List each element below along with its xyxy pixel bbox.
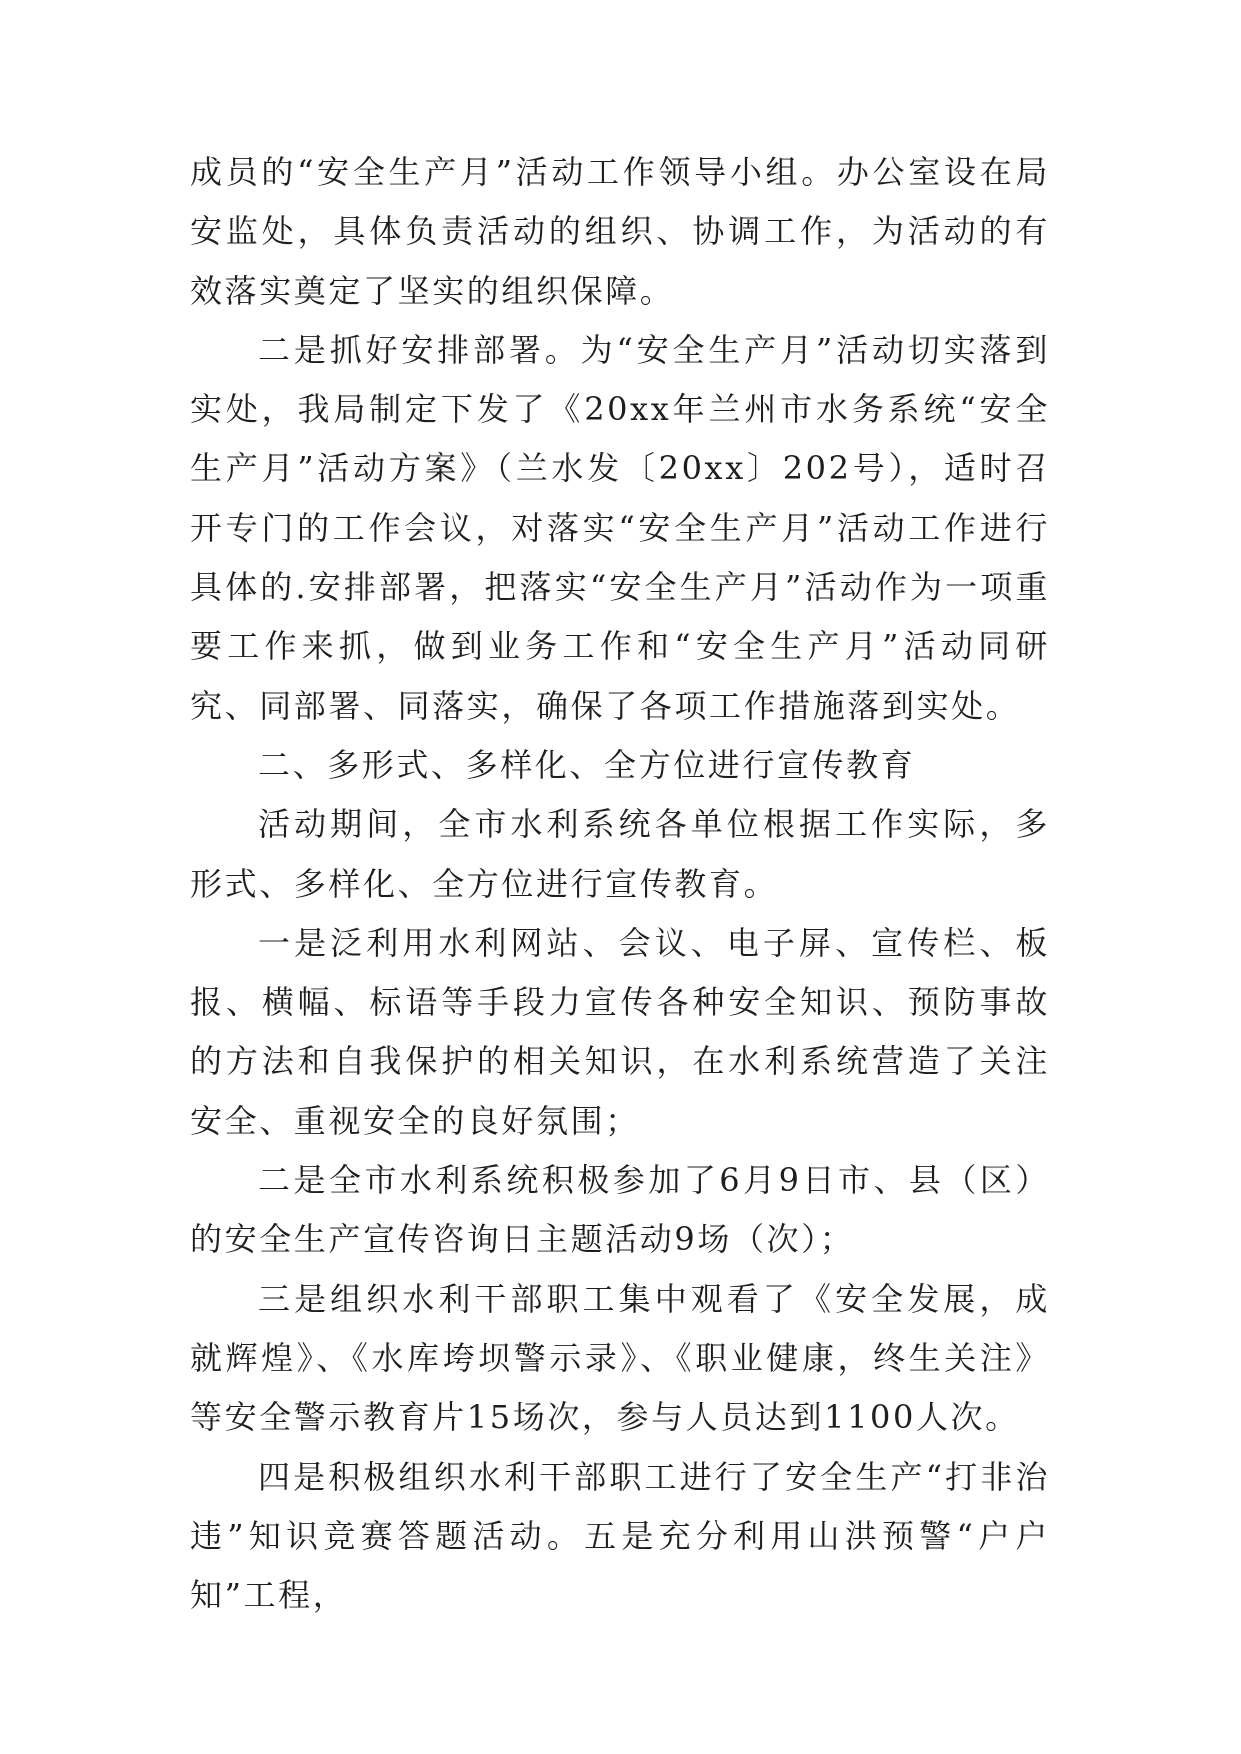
paragraph-4: 活动期间，全市水利系统各单位根据工作实际，多形式、多样化、全方位进行宣传教育。 [190, 805, 1050, 903]
document-body [190, 143, 1050, 1625]
paragraph-6: 二是全市水利系统积极参加了6月9日市、县（区）的安全生产宣传咨询日主题活动9场（次）； [190, 1161, 1050, 1259]
paragraph-2: 二是抓好安排部署。为“安全生产月”活动切实落到实处，我局制定下发了《20xx年兰州市水务系统“安全生产月”活动方案》（兰水发〔20xx〕202号），适时召开专门的工作会议，对落实“安全生产月”活动工作进行具体的.安排部署，把落实“安全生产月”活动作为一项重要工作来抓，做到业务工作和“安全生产月”活动同研究、同部署、同落实，确保了各项工作措施落到实处。 [190, 330, 1050, 725]
paragraph-7: 三是组织水利干部职工集中观看了《安全发展，成就辉煌》、《水库垮坝警示录》、《职业健康，终生关注》等安全警示教育片15场次，参与人员达到1100人次。 [190, 1279, 1050, 1437]
paragraph-5: 一是泛利用水利网站、会议、电子屏、宣传栏、板报、横幅、标语等手段力宣传各种安全知识、预防事故的方法和自我保护的相关知识，在水利系统营造了关注安全、重视安全的良好氛围； [190, 923, 1050, 1140]
paragraph-8: 四是积极组织水利干部职工进行了安全生产“打非治违”知识竞赛答题活动。五是充分利用山洪预警“户户知”工程， [190, 1457, 1050, 1615]
paragraph-1: 成员的“安全生产月”活动工作领导小组。办公室设在局安监处，具体负责活动的组织、协调工作，为活动的有效落实奠定了坚实的组织保障。 [190, 153, 1050, 310]
section-heading: 二、多形式、多样化、全方位进行宣传教育 [258, 745, 916, 784]
